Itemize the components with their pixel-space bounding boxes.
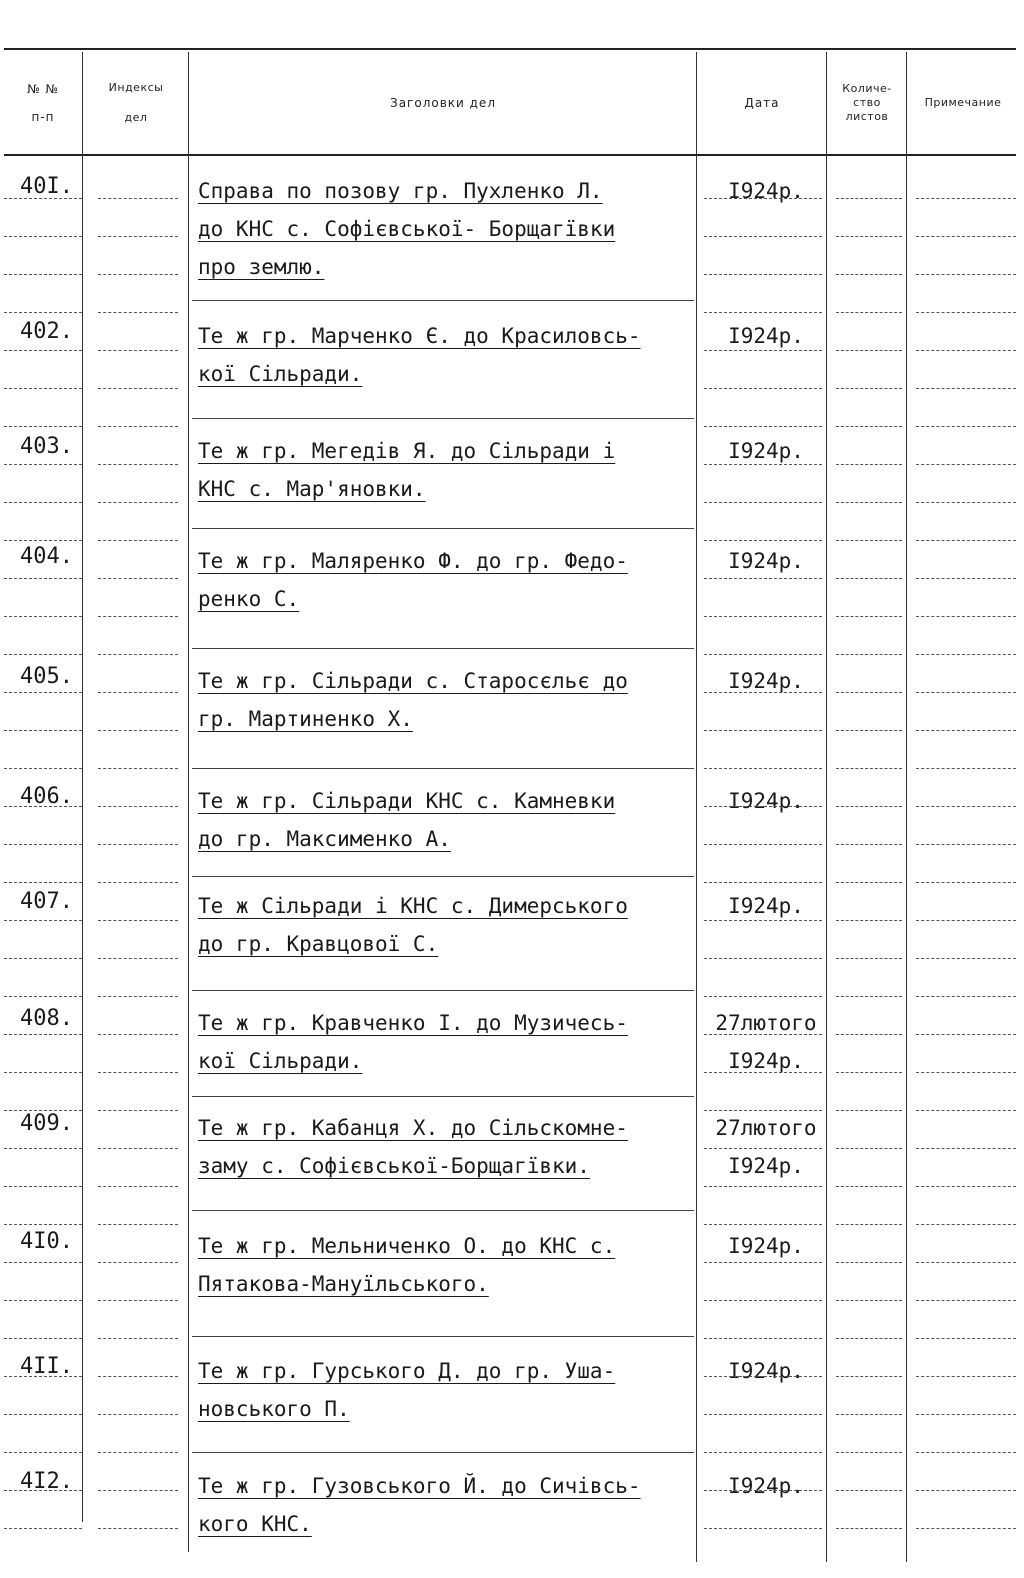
ruling-line [704,1148,822,1149]
ruling-line [4,388,82,389]
row-number: 407. [20,889,73,914]
ruling-line [704,350,822,351]
ruling-line [916,388,1016,389]
ruling-line [98,730,178,731]
row-title: Те ж гр. Гурського Д. до гр. Уша- новського П. [198,1359,616,1421]
row-title: Те ж гр. Сільради КНС с. Камневки до гр. Максименко А. [198,789,616,851]
ruling-line [98,1110,178,1111]
row-number: 404. [20,544,73,569]
ruling-line [4,692,82,693]
ruling-line [836,1148,902,1149]
ruling-line [4,1186,82,1187]
ruling-line [98,1452,178,1453]
ruling-line [704,616,822,617]
ruling-line [836,1414,902,1415]
ruling-line [4,350,82,351]
row-date: I924р. [728,1234,804,1258]
ruling-line [98,464,178,465]
ruling-line [916,1528,1016,1529]
ruling-line [916,1034,1016,1035]
ruling-line [836,958,902,959]
ruling-line [98,692,178,693]
row-title: Те ж гр. Кравченко І. до Музичесь- кої Сільради. [198,1011,628,1073]
table-row [0,992,1024,1102]
ruling-line [98,1072,178,1073]
ruling-line [704,1528,822,1529]
ruling-line [704,882,822,883]
ruling-line [4,464,82,465]
row-number: 40I. [20,174,73,199]
ruling-line [836,1300,902,1301]
ruling-line [836,844,902,845]
row-date: I924р. [728,549,804,573]
ruling-line [836,768,902,769]
ruling-line [704,654,822,655]
ruling-line [916,1148,1016,1149]
ruling-line [836,1186,902,1187]
ruling-line [836,806,902,807]
ruling-line [98,1186,178,1187]
ruling-line [704,1110,822,1111]
ruling-line [704,388,822,389]
row-title: Те ж гр. Гузовського Й. до Сичівсь- кого КНС. [198,1474,641,1536]
ruling-line [704,236,822,237]
ruling-line [4,882,82,883]
table-row [0,420,1024,530]
ruling-line [916,1224,1016,1225]
ruling-line [704,1376,822,1377]
ruling-line [916,958,1016,959]
row-number: 402. [20,319,73,344]
ruling-line [704,464,822,465]
ruling-line [98,844,178,845]
row-date: I924р. [728,1359,804,1383]
table-row [0,650,1024,770]
row-date: 27лютого I924р. [715,1116,817,1178]
ruling-line [4,1300,82,1301]
ruling-line [4,312,82,313]
ruling-line [916,1338,1016,1339]
ruling-line [916,692,1016,693]
row-separator [192,990,694,991]
ruling-line [98,958,178,959]
table-row [0,1455,1024,1570]
ruling-line [98,654,178,655]
ruling-line [836,198,902,199]
ruling-line [916,768,1016,769]
ruling-line [916,578,1016,579]
ruling-line [916,312,1016,313]
ruling-line [98,1224,178,1225]
ruling-line [98,1490,178,1491]
row-title: Те ж гр. Мегедів Я. до Сільради і КНС с. Мар'яновки. [198,439,616,501]
ruling-line [704,920,822,921]
row-number: 408. [20,1006,73,1031]
ruling-line [704,540,822,541]
ruling-line [916,996,1016,997]
ruling-line [98,274,178,275]
row-date: I924р. [728,179,804,203]
ruling-line [98,1414,178,1415]
ruling-line [916,806,1016,807]
ruling-line [916,350,1016,351]
row-separator [192,876,694,877]
ruling-line [4,1072,82,1073]
ruling-line [4,274,82,275]
ruling-line [704,1490,822,1491]
ruling-line [916,1186,1016,1187]
ruling-line [704,768,822,769]
row-separator [192,1210,694,1211]
ruling-line [704,1452,822,1453]
row-title: Те ж гр. Марченко Є. до Красиловсь- кої Сільради. [198,324,641,386]
ruling-line [704,958,822,959]
ruling-line [4,1376,82,1377]
ruling-line [4,996,82,997]
ruling-line [4,920,82,921]
ruling-line [98,768,178,769]
ruling-line [836,616,902,617]
ruling-line [98,1300,178,1301]
ruling-line [916,844,1016,845]
row-number: 4I0. [20,1229,73,1254]
ruling-line [704,692,822,693]
ruling-line [836,1224,902,1225]
ruling-line [98,806,178,807]
ruling-line [916,1072,1016,1073]
ruling-line [98,388,178,389]
ruling-line [4,1148,82,1149]
ruling-line [98,1376,178,1377]
ruling-line [836,540,902,541]
ruling-line [836,426,902,427]
ruling-line [916,654,1016,655]
ruling-line [704,198,822,199]
row-separator [192,648,694,649]
ruling-line [836,464,902,465]
ruling-line [98,1034,178,1035]
row-title: Те ж гр. Мельниченко О. до КНС с. Пятакова-Мануїльського. [198,1234,616,1296]
ruling-line [98,236,178,237]
ruling-line [836,578,902,579]
ruling-line [98,1262,178,1263]
header-index: Индексы дел [108,81,164,124]
table-row [0,305,1024,420]
ruling-line [4,844,82,845]
ruling-line [704,1338,822,1339]
row-separator [192,528,694,529]
ruling-line [836,692,902,693]
ruling-line [916,1110,1016,1111]
ruling-line [4,806,82,807]
ruling-line [916,1376,1016,1377]
ruling-line [98,1528,178,1529]
header-date: Дата [744,96,780,110]
ruling-line [916,1452,1016,1453]
table-row [0,1215,1024,1335]
row-number: 406. [20,784,73,809]
ruling-line [98,350,178,351]
ruling-line [704,1034,822,1035]
ruling-line [836,1490,902,1491]
row-date: I924р. [728,439,804,463]
ruling-line [4,1110,82,1111]
row-number: 405. [20,664,73,689]
ruling-line [916,882,1016,883]
ruling-line [916,502,1016,503]
ruling-line [836,1072,902,1073]
header-number: № № п-п [27,82,59,124]
ruling-line [916,1262,1016,1263]
ruling-line [836,388,902,389]
ruling-line [836,312,902,313]
row-title: Те ж гр. Сільради с. Старосєльє до гр. Мартиненко Х. [198,669,628,731]
top-rule [4,48,1016,50]
row-date: 27лютого I924р. [715,1011,817,1073]
row-number: 4I2. [20,1469,73,1494]
ruling-line [98,312,178,313]
ruling-line [836,1376,902,1377]
header-note: Примечание [924,96,1002,109]
ruling-line [4,578,82,579]
ruling-line [98,578,178,579]
ruling-line [4,1414,82,1415]
table-row [0,530,1024,650]
ruling-line [836,730,902,731]
row-date: I924р. [728,894,804,918]
ruling-line [4,1528,82,1529]
ruling-line [704,274,822,275]
ruling-line [98,1148,178,1149]
ruling-line [916,730,1016,731]
row-number: 4II. [20,1354,73,1379]
ruling-line [98,920,178,921]
ruling-line [836,1528,902,1529]
ruling-line [704,502,822,503]
table-row [0,160,1024,300]
ruling-line [704,996,822,997]
table-row [0,1097,1024,1207]
row-title: Те ж гр. Маляренко Ф. до гр. Федо- ренко С. [198,549,628,611]
row-number: 409. [20,1111,73,1136]
row-separator [192,1452,694,1453]
ruling-line [704,312,822,313]
row-date: I924р. [728,669,804,693]
table-row [0,770,1024,880]
ruling-line [704,806,822,807]
ruling-line [836,882,902,883]
ruling-line [98,426,178,427]
ruling-line [98,882,178,883]
ruling-line [704,1300,822,1301]
ruling-line [836,502,902,503]
ruling-line [4,768,82,769]
row-date: I924р. [728,1474,804,1498]
ruling-line [4,198,82,199]
ruling-line [4,426,82,427]
ruling-line [916,236,1016,237]
row-separator [192,1096,694,1097]
ruling-line [4,236,82,237]
ruling-line [98,502,178,503]
ruling-line [916,274,1016,275]
header-title: Заголовки дел [390,96,496,110]
ruling-line [98,1338,178,1339]
ruling-line [836,1262,902,1263]
ruling-line [916,616,1016,617]
ruling-line [4,1034,82,1035]
ruling-line [4,1338,82,1339]
ruling-line [4,1262,82,1263]
table-row [0,1340,1024,1455]
row-number: 403. [20,434,73,459]
row-title: Справа по позову гр. Пухленко Л. до КНС с. Софієвської- Борщагївки про землю. [198,179,616,279]
ruling-line [836,1034,902,1035]
ruling-line [4,730,82,731]
row-title: Те ж Сільради і КНС с. Димерського до гр. Кравцової С. [198,894,628,956]
ruling-line [836,236,902,237]
header-sheets: Количе- ство листов [842,82,892,123]
ruling-line [836,1452,902,1453]
ruling-line [836,1110,902,1111]
row-title: Те ж гр. Кабанця Х. до Сільскомне- заму с. Софієвської-Борщагївки. [198,1116,628,1178]
ruling-line [916,920,1016,921]
ruling-line [98,996,178,997]
ruling-line [704,1186,822,1187]
ruling-line [4,1224,82,1225]
ruling-line [704,1414,822,1415]
ruling-line [836,1338,902,1339]
ruling-line [4,1452,82,1453]
ruling-line [704,426,822,427]
ruling-line [704,1072,822,1073]
ruling-line [704,1224,822,1225]
row-separator [192,418,694,419]
ruling-line [98,616,178,617]
row-date: I924р. [728,324,804,348]
row-separator [192,1336,694,1337]
header-rule [4,154,1016,156]
ruling-line [98,198,178,199]
ruling-line [4,1490,82,1491]
row-separator [192,768,694,769]
ruling-line [916,464,1016,465]
ruling-line [4,654,82,655]
ruling-line [4,540,82,541]
ruling-line [98,540,178,541]
ruling-line [836,350,902,351]
ruling-line [916,426,1016,427]
ruling-line [4,958,82,959]
ruling-line [916,1414,1016,1415]
row-date: I924р. [728,789,804,813]
ruling-line [916,1490,1016,1491]
ruling-line [916,198,1016,199]
table-row [0,875,1024,995]
ruling-line [704,844,822,845]
ruling-line [704,730,822,731]
ruling-line [704,1262,822,1263]
ruling-line [836,920,902,921]
ruling-line [916,1300,1016,1301]
ruling-line [704,578,822,579]
row-separator [192,300,694,301]
ruling-line [836,274,902,275]
ruling-line [836,654,902,655]
ruling-line [916,540,1016,541]
ruling-line [836,996,902,997]
ruling-line [4,616,82,617]
ruling-line [4,502,82,503]
